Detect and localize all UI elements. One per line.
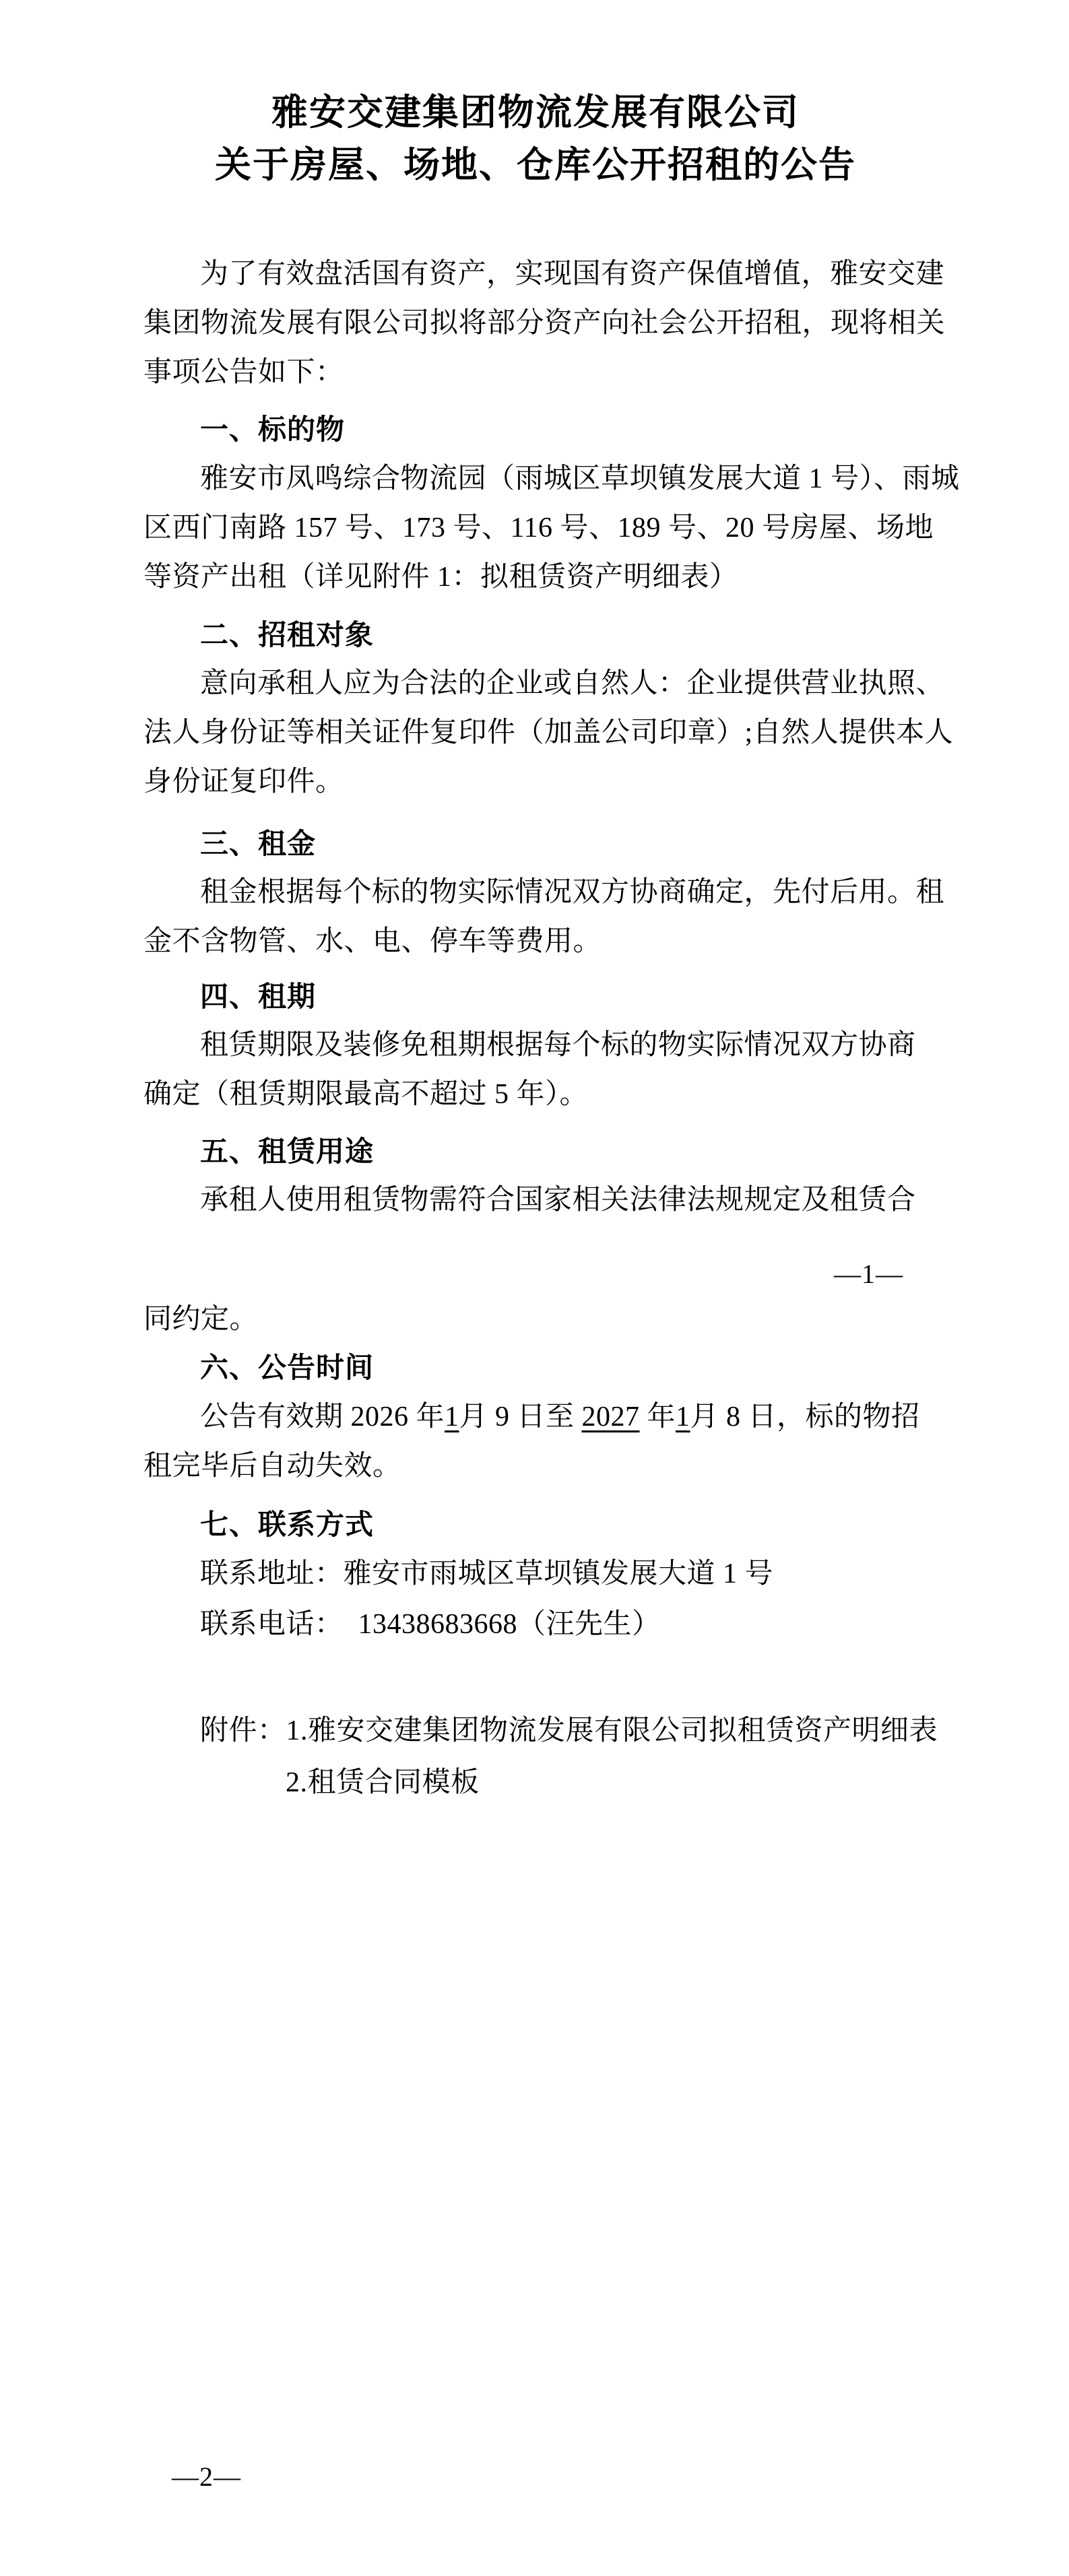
intro-line-2: 集团物流发展有限公司拟将部分资产向社会公开招租，现将相关	[143, 308, 946, 339]
doc-title-line1: 雅安交建集团物流发展有限公司	[271, 92, 800, 133]
section-4-line-1: 租赁期限及装修免租期根据每个标的物实际情况双方协商	[200, 1030, 916, 1061]
underlined-month-1: 1	[445, 1401, 459, 1432]
contact-phone-line: 联系电话： 13438683668（汪先生）	[200, 1609, 661, 1640]
date-part-1: 公告有效期 2026 年	[200, 1401, 445, 1432]
section-2-line-1: 意向承租人应为合法的企业或自然人：企业提供营业执照、	[200, 668, 945, 699]
section-1-heading: 一、标的物	[200, 414, 346, 445]
section-5-line-1: 承租人使用租赁物需符合国家相关法律法规规定及租赁合	[200, 1185, 916, 1216]
contact-address-line: 联系地址：雅安市雨城区草坝镇发展大道 1 号	[200, 1558, 774, 1589]
date-part-4: 月 8 日，标的物招	[690, 1401, 920, 1432]
attachments-line-1: 附件：1.雅安交建集团物流发展有限公司拟租赁资产明细表	[200, 1715, 938, 1746]
section-2-line-3: 身份证复印件。	[143, 766, 344, 797]
section-5-heading: 五、租赁用途	[200, 1135, 375, 1167]
page-1-number: —1—	[834, 1259, 903, 1289]
section-2-heading: 二、招租对象	[200, 619, 375, 651]
section-6-line-2: 租完毕后自动失效。	[143, 1451, 401, 1482]
section-3-line-1: 租金根据每个标的物实际情况双方协商确定，先付后用。租	[200, 877, 945, 908]
intro-line-3: 事项公告如下：	[143, 357, 344, 388]
date-part-2: 月 9 日至	[459, 1401, 582, 1432]
section-3-line-2: 金不含物管、水、电、停车等费用。	[143, 926, 602, 957]
section-6-heading: 六、公告时间	[200, 1352, 375, 1383]
section-1-line-1: 雅安市凤鸣综合物流园（雨城区草坝镇发展大道 1 号）、雨城	[200, 463, 960, 494]
section-7-heading: 七、联系方式	[200, 1509, 375, 1540]
section-4-line-2: 确定（租赁期限最高不超过 5 年）。	[143, 1079, 589, 1110]
page-2-number: —2—	[172, 2462, 241, 2492]
attachments-line-2: 2.租赁合同模板	[286, 1767, 480, 1798]
section-2-line-2: 法人身份证等相关证件复印件（加盖公司印章）;自然人提供本人	[143, 717, 954, 748]
section-6-date-line	[200, 1401, 920, 1433]
section-4-heading: 四、租期	[200, 981, 317, 1012]
underlined-month-2: 1	[676, 1401, 690, 1432]
underlined-year-2027: 2027	[581, 1401, 640, 1432]
date-part-3: 年	[639, 1401, 676, 1432]
section-1-line-3: 等资产出租（详见附件 1：拟租赁资产明细表）	[143, 562, 738, 593]
section-5-line-2: 同约定。	[143, 1304, 259, 1335]
section-3-heading: 三、租金	[200, 828, 317, 859]
doc-title-line2: 关于房屋、场地、仓库公开招租的公告	[215, 145, 856, 185]
intro-line-1: 为了有效盘活国有资产，实现国有资产保值增值，雅安交建	[200, 259, 945, 290]
section-1-line-2: 区西门南路 157 号、173 号、116 号、189 号、20 号房屋、场地	[143, 513, 934, 543]
